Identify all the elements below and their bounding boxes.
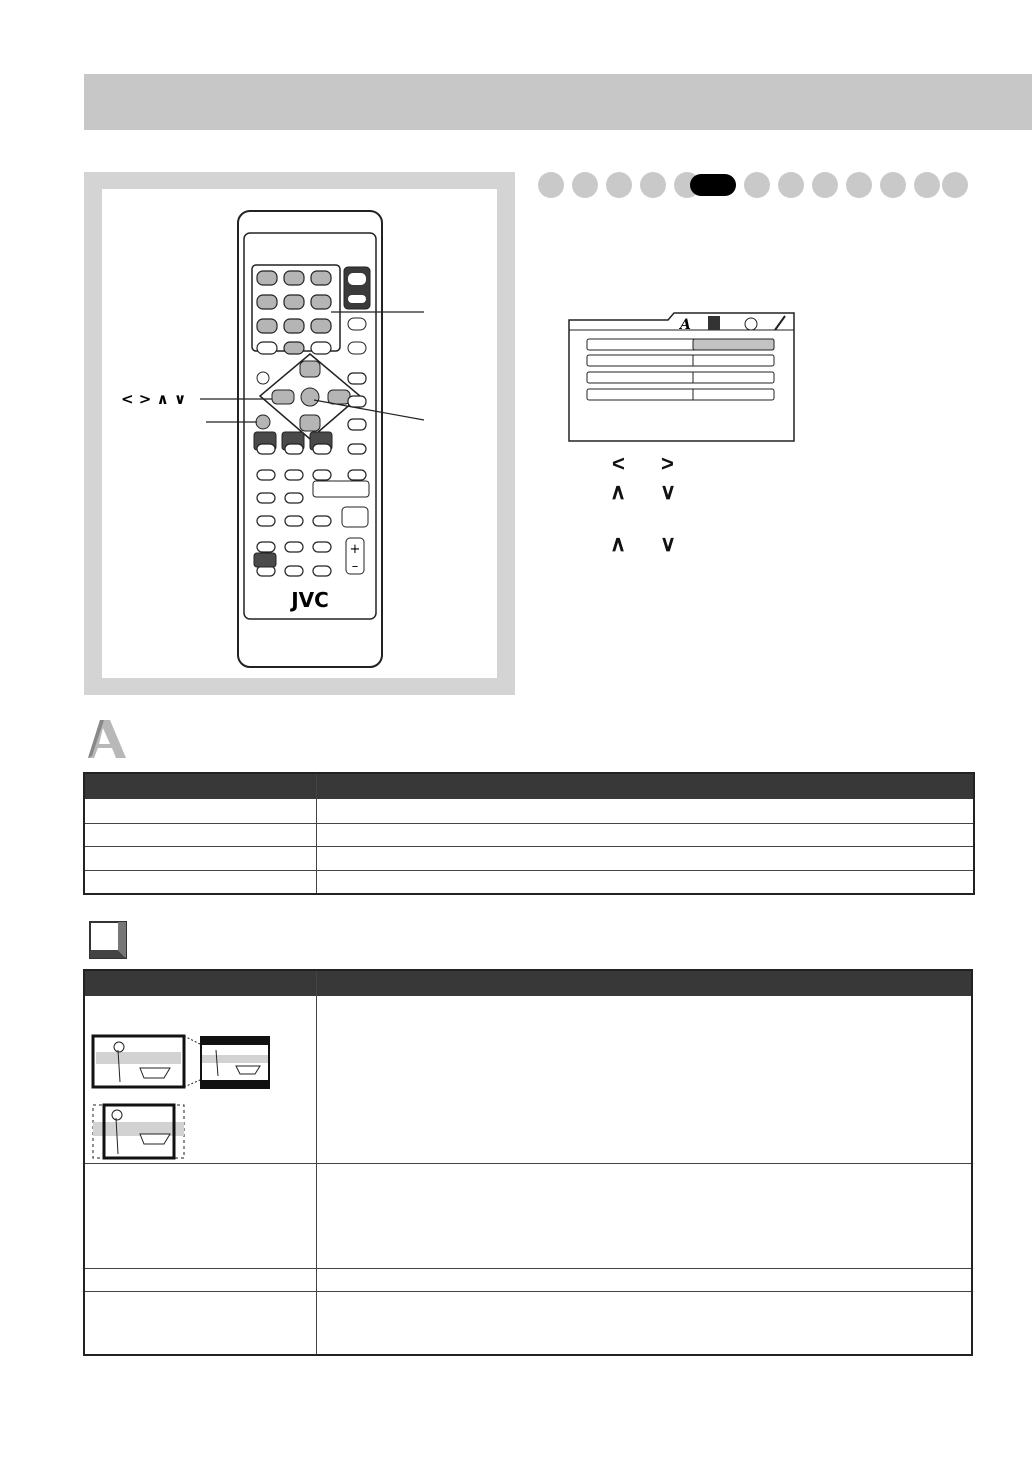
table-row (85, 870, 973, 871)
active-language-marker (690, 174, 736, 196)
left-arrow-glyph: < (612, 451, 625, 476)
picture-settings-table (83, 969, 973, 1356)
right-arrow-glyph: > (661, 451, 674, 476)
language-dot (778, 172, 804, 198)
volume-plus-label: + (349, 542, 361, 557)
osd-menu-row[interactable] (587, 389, 774, 400)
language-dot (640, 172, 666, 198)
table-header-row (85, 971, 971, 996)
up-arrow-glyph: ∧ (610, 479, 627, 504)
table-row (85, 1291, 971, 1292)
language-dots-strip (538, 168, 970, 202)
osd-setup-menu (568, 310, 798, 444)
language-dot (846, 172, 872, 198)
down-arrow-glyph: ∨ (660, 531, 677, 556)
page-header-band (84, 74, 1032, 130)
down-arrow-glyph: ∨ (660, 479, 677, 504)
pan-scan-image (93, 1105, 184, 1158)
table-header-row (85, 774, 973, 799)
jvc-logo: JVC (291, 588, 329, 612)
volume-minus-label: – (351, 559, 359, 574)
language-dot (572, 172, 598, 198)
language-dot (880, 172, 906, 198)
language-letter-a-icon (86, 718, 130, 760)
cursor-keys-label: < > ∧ ∨ (121, 390, 187, 408)
language-dot (538, 172, 564, 198)
language-dot (606, 172, 632, 198)
language-tab-icon[interactable]: A (680, 317, 691, 333)
picture-screen-icon (88, 920, 128, 960)
letterbox-image (200, 1036, 270, 1089)
language-settings-table (83, 772, 975, 895)
language-dot (914, 172, 940, 198)
table-row (85, 1268, 971, 1269)
osd-menu-row[interactable] (587, 372, 774, 383)
picture-tab-icon[interactable] (708, 316, 720, 330)
table-row (85, 846, 973, 847)
remote-control-illustration (102, 189, 497, 678)
osd-menu-row[interactable] (587, 355, 774, 366)
monitor-type-illustration (88, 1030, 278, 1162)
table-row (85, 1163, 971, 1164)
language-dot (744, 172, 770, 198)
language-dot (942, 172, 968, 198)
wide-screen-image (93, 1036, 184, 1087)
up-arrow-glyph: ∧ (610, 531, 627, 556)
language-dot (812, 172, 838, 198)
table-row (85, 823, 973, 824)
osd-menu-row[interactable] (587, 339, 774, 350)
